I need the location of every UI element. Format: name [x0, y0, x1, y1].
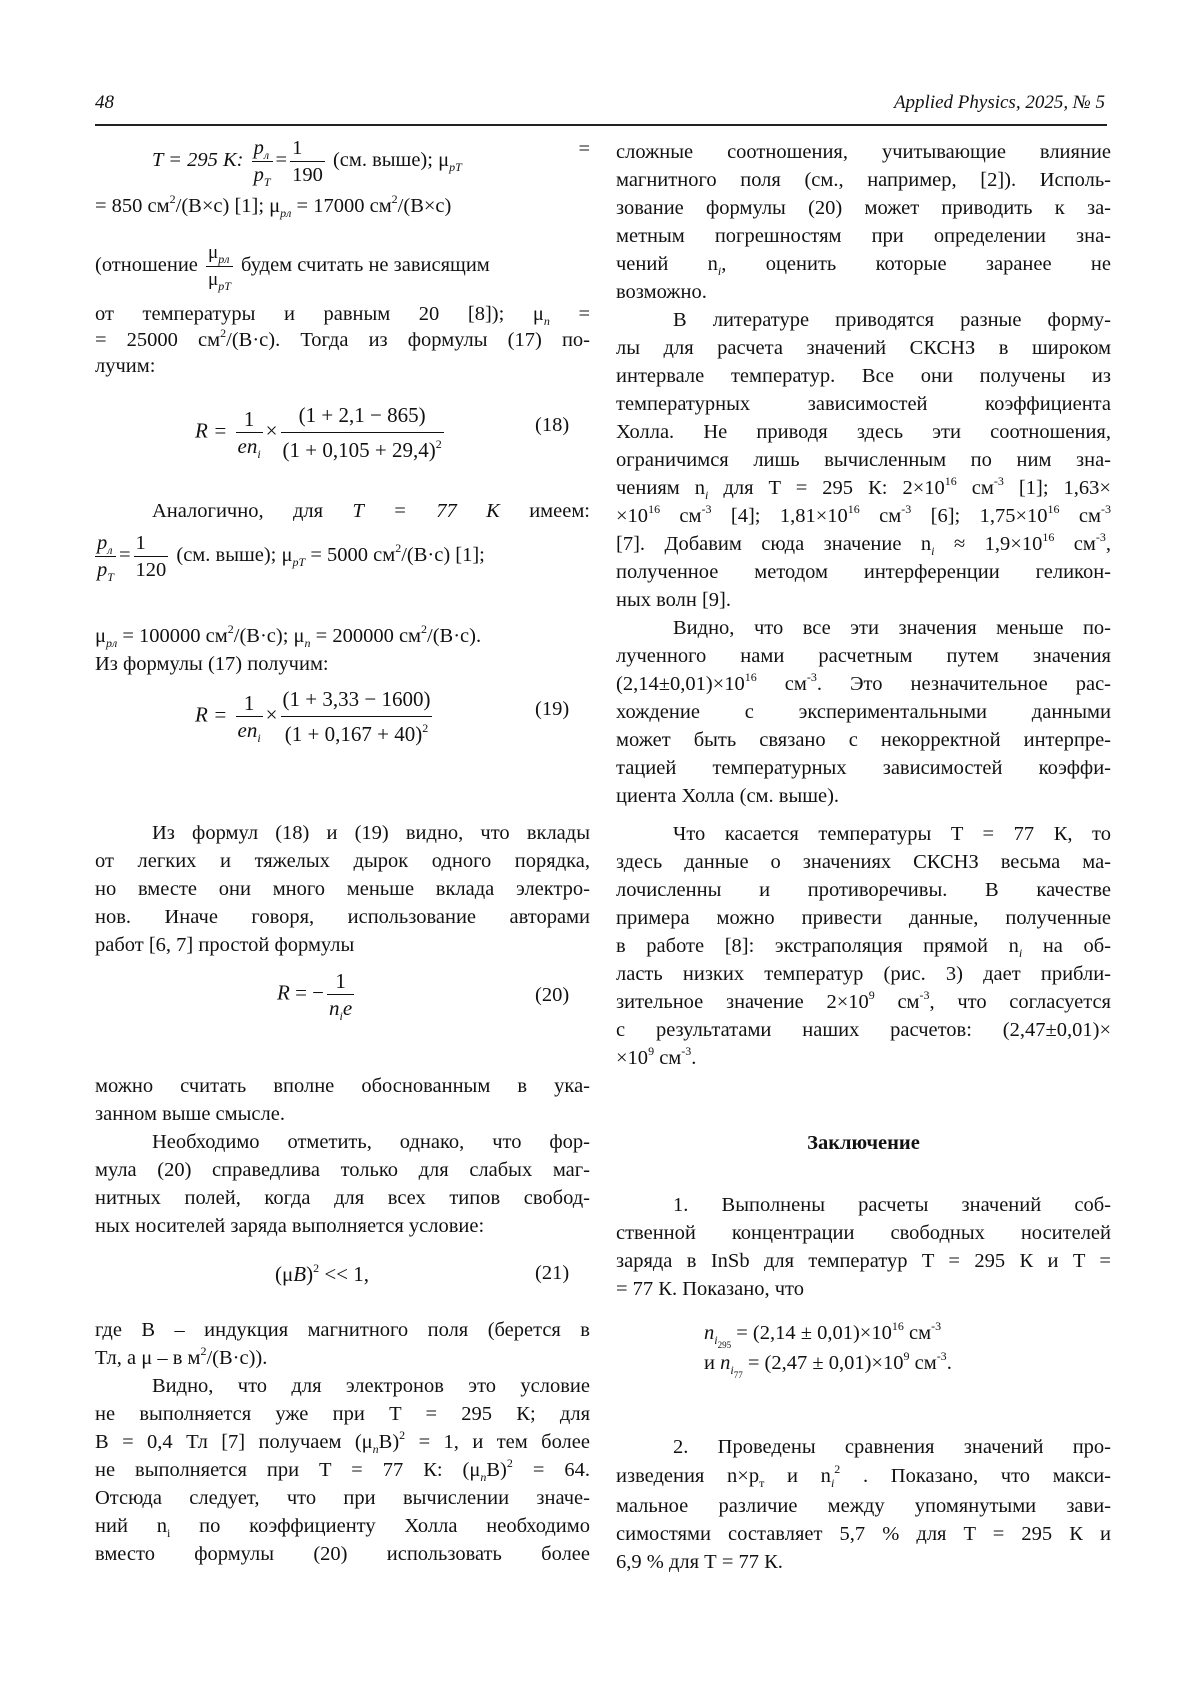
page-number: 48 [95, 92, 114, 113]
text-line: лы для расчета значений СКСНЗ в широком [616, 337, 1111, 359]
text-line: ний $n_i$ по коэффициенту Холла необходимо [95, 1515, 590, 1540]
text-line: Отсюда следует, что при вычислении значе- [95, 1487, 590, 1509]
text-line: = 77 К. Показано, что [616, 1278, 804, 1300]
text-line: но вместе они много меньше вклада электро- [95, 878, 590, 900]
text-line: = 25000 $см^2/(В\cdot с)$. Тогда из формулы (17) по- [95, 326, 590, 351]
text-line: Из формул (18) и (19) видно, что вклады [152, 822, 590, 844]
text-line: $\times 10^9$ $см^{-3}$. [616, 1044, 697, 1069]
text-line: 6,9 % для Т = 77 К. [616, 1551, 783, 1573]
result-equation-295: $n_{i295} = (2,14 \pm 0,01)\times 10^{16}$ $см^{-3}$ [704, 1319, 942, 1350]
text-line: где B – индукция магнитного поля (берется в [95, 1319, 590, 1341]
text-line: изведения $n\times p_т$ и $n_i^2$ . Показано, что макси- [616, 1462, 1111, 1490]
text-line: лучим: [95, 355, 156, 377]
text-line: Видно, что для электронов это условие [152, 1375, 590, 1397]
equation-18: R = $\frac{1}{en_i}$ × $\frac{(1 + 2,1 - 865)}{(1 + 0,105 + 29,4)^2}$ [195, 398, 447, 467]
text-line: $\mu_{pл} = 100000$ $см^2/(В\cdot с)$; $\mu_n = 200000$ $см^2/(В\cdot с)$. [95, 622, 482, 650]
text-line: тацией температурных зависимостей коэффи- [616, 757, 1111, 779]
section-heading-conclusion: Заключение [807, 1132, 920, 1154]
text-line: Из формулы (17) получим: [95, 653, 329, 675]
text-line: ограничимся лишь вычисленным по ним зна- [616, 449, 1111, 471]
text-line: Холла. Не приводя здесь эти соотношения, [616, 421, 1111, 443]
text-line: чениям $n_i$ для T = 295 К: $2\times 10^{16}$ $см^{-3}$ [1]; 1,63× [616, 474, 1111, 502]
text-line: $(2,14\pm 0,01)\times 10^{16}$ $см^{-3}$. Это незначительное рас- [616, 670, 1111, 695]
text-line: нов. Иначе говоря, использование авторами [95, 906, 590, 928]
text-line: ственной концентрации свободных носителей [616, 1222, 1111, 1244]
text-line: T = 295 К: $\frac{p_л}{p_T}$ = $\frac{1}{190}$ (см. выше); $\mu_{pT}$ = [152, 137, 590, 189]
text-line: от легких и тяжелых дырок одного порядка, [95, 850, 590, 872]
text-line: B = 0,4 Тл [7] получаем $(\mu_nB)^2 = 1$, и тем более [95, 1428, 590, 1456]
journal-running-head: Applied Physics, 2025, № 5 [893, 92, 1105, 113]
text-line: 1. Выполнены расчеты значений соб- [673, 1194, 1111, 1216]
text-line: ных волн [9]. [616, 589, 731, 611]
text-line: с результатами наших расчетов: (2,47±0,01)× [616, 1019, 1111, 1041]
text-line: Необходимо отметить, однако, что фор- [152, 1131, 590, 1153]
text-line: Что касается температуры T = 77 К, то [673, 823, 1111, 845]
text-line: нитных полей, когда для всех типов свобод- [95, 1187, 590, 1209]
text-line: возможно. [616, 281, 707, 303]
text-line: циента Холла (см. выше). [616, 785, 840, 807]
text-line: в работе [8]: экстраполяция прямой $n_i$ на об- [616, 935, 1111, 960]
text-line: примера можно привести данные, полученные [616, 907, 1111, 929]
text-line: полученное методом интерференции геликон- [616, 561, 1111, 583]
equation-number: (19) [535, 698, 570, 720]
text-line: Аналогично, для T = 77 К имеем: [152, 500, 590, 522]
equation-number: (18) [535, 414, 570, 436]
text-line: симостями составляет 5,7 % для T = 295 К и [616, 1523, 1111, 1545]
text-line: 2. Проведены сравнения значений про- [673, 1436, 1111, 1458]
text-line: здесь данные о значениях СКСНЗ весьма ма- [616, 851, 1111, 873]
text-line: = 850 $см^2/(В\times с)$ [1]; $\mu_{pл} = 17000$ $см^2/(В\times с)$ [95, 192, 452, 220]
text-line: интервале температур. Все они получены из [616, 365, 1111, 387]
text-line: магнитного поля (см., например, [2]). Исполь- [616, 169, 1111, 191]
text-line: заряда в InSb для температур T = 295 К и T = [616, 1250, 1111, 1272]
equation-number: (21) [535, 1262, 570, 1284]
equation-20: R = − $\frac{1}{n_ie}$ [277, 969, 353, 1023]
text-line: от температуры и равным 20 [8]); $\mu_n$ = [95, 303, 591, 328]
text-line: сложные соотношения, учитывающие влияние [616, 141, 1111, 163]
text-line: Тл, а μ – в $м^2/(В\cdot с)$). [95, 1344, 268, 1369]
text-line: зование формулы (20) может приводить к за- [616, 197, 1111, 219]
text-line: не выполняется уже при T = 295 К; для [95, 1403, 590, 1425]
text-line: Видно, что все эти значения меньше по- [673, 617, 1111, 639]
text-line: можно считать вполне обоснованным в ука- [95, 1075, 590, 1097]
text-line: мальное различие между упомянутыми зави- [616, 1495, 1111, 1517]
text-line: ных носителей заряда выполняется условие: [95, 1215, 485, 1237]
text-line: может быть связано с некорректной интерпре- [616, 729, 1111, 751]
text-line: [7]. Добавим сюда значение $n_i \approx 1,9\times 10^{16}$ $см^{-3}$, [616, 530, 1111, 558]
equation-19: R = $\frac{1}{en_i}$ × $\frac{(1 + 3,33 - 1600)}{(1 + 0,167 + 40)^2}$ [195, 682, 435, 751]
text-line: температурных зависимостей коэффициента [616, 393, 1111, 415]
text-line: не выполняется при T = 77 К: $(\mu_nB)^2 = 64$. [95, 1456, 590, 1484]
text-line: занном выше смысле. [95, 1103, 285, 1125]
header-rule [95, 124, 1107, 126]
text-line: лученного нами расчетным путем значения [616, 645, 1111, 667]
text-line: $\times 10^{16}$ $см^{-3}$ [4]; $1,81\times 10^{16}$ $см^{-3}$ [6]; $1,75\times 10^{16}$ $см^{-3}$ [616, 502, 1111, 527]
text-line: метным погрешностям при определении зна- [616, 225, 1111, 247]
text-line: В литературе приводятся разные форму- [673, 309, 1111, 331]
text-line: хождение с экспериментальными данными [616, 701, 1111, 723]
text-line: вместо формулы (20) использовать более [95, 1543, 590, 1565]
text-line: (отношение $\frac{\mu_{pл}}{\mu_{pT}}$ будем считать не зависящим [95, 242, 490, 293]
text-line: лочисленны и противоречивы. В качестве [616, 879, 1111, 901]
equation-number: (20) [535, 984, 570, 1006]
text-line: мула (20) справедлива только для слабых маг- [95, 1159, 590, 1181]
text-line: ласть низких температур (рис. 3) дает прибли- [616, 963, 1111, 985]
text-line: чений $n_i$, оценить которые заранее не [616, 253, 1111, 278]
result-equation-77: и $n_{i77} = (2,47 \pm 0,01)\times 10^9$ $см^{-3}$. [704, 1349, 952, 1380]
text-line: работ [6, 7] простой формулы [95, 934, 355, 956]
equation-21: $(\mu B)^2 << 1$, [275, 1261, 370, 1286]
text-line: зительное значение $2\times 10^9$ $см^{-3}$, что согласуется [616, 988, 1111, 1013]
text-line: $\frac{p_л}{p_T}$ = $\frac{1}{120}$ (см. выше); $\mu_{pT} = 5000$ $см^2/(В\cdot с)$ [1]; [97, 532, 485, 584]
